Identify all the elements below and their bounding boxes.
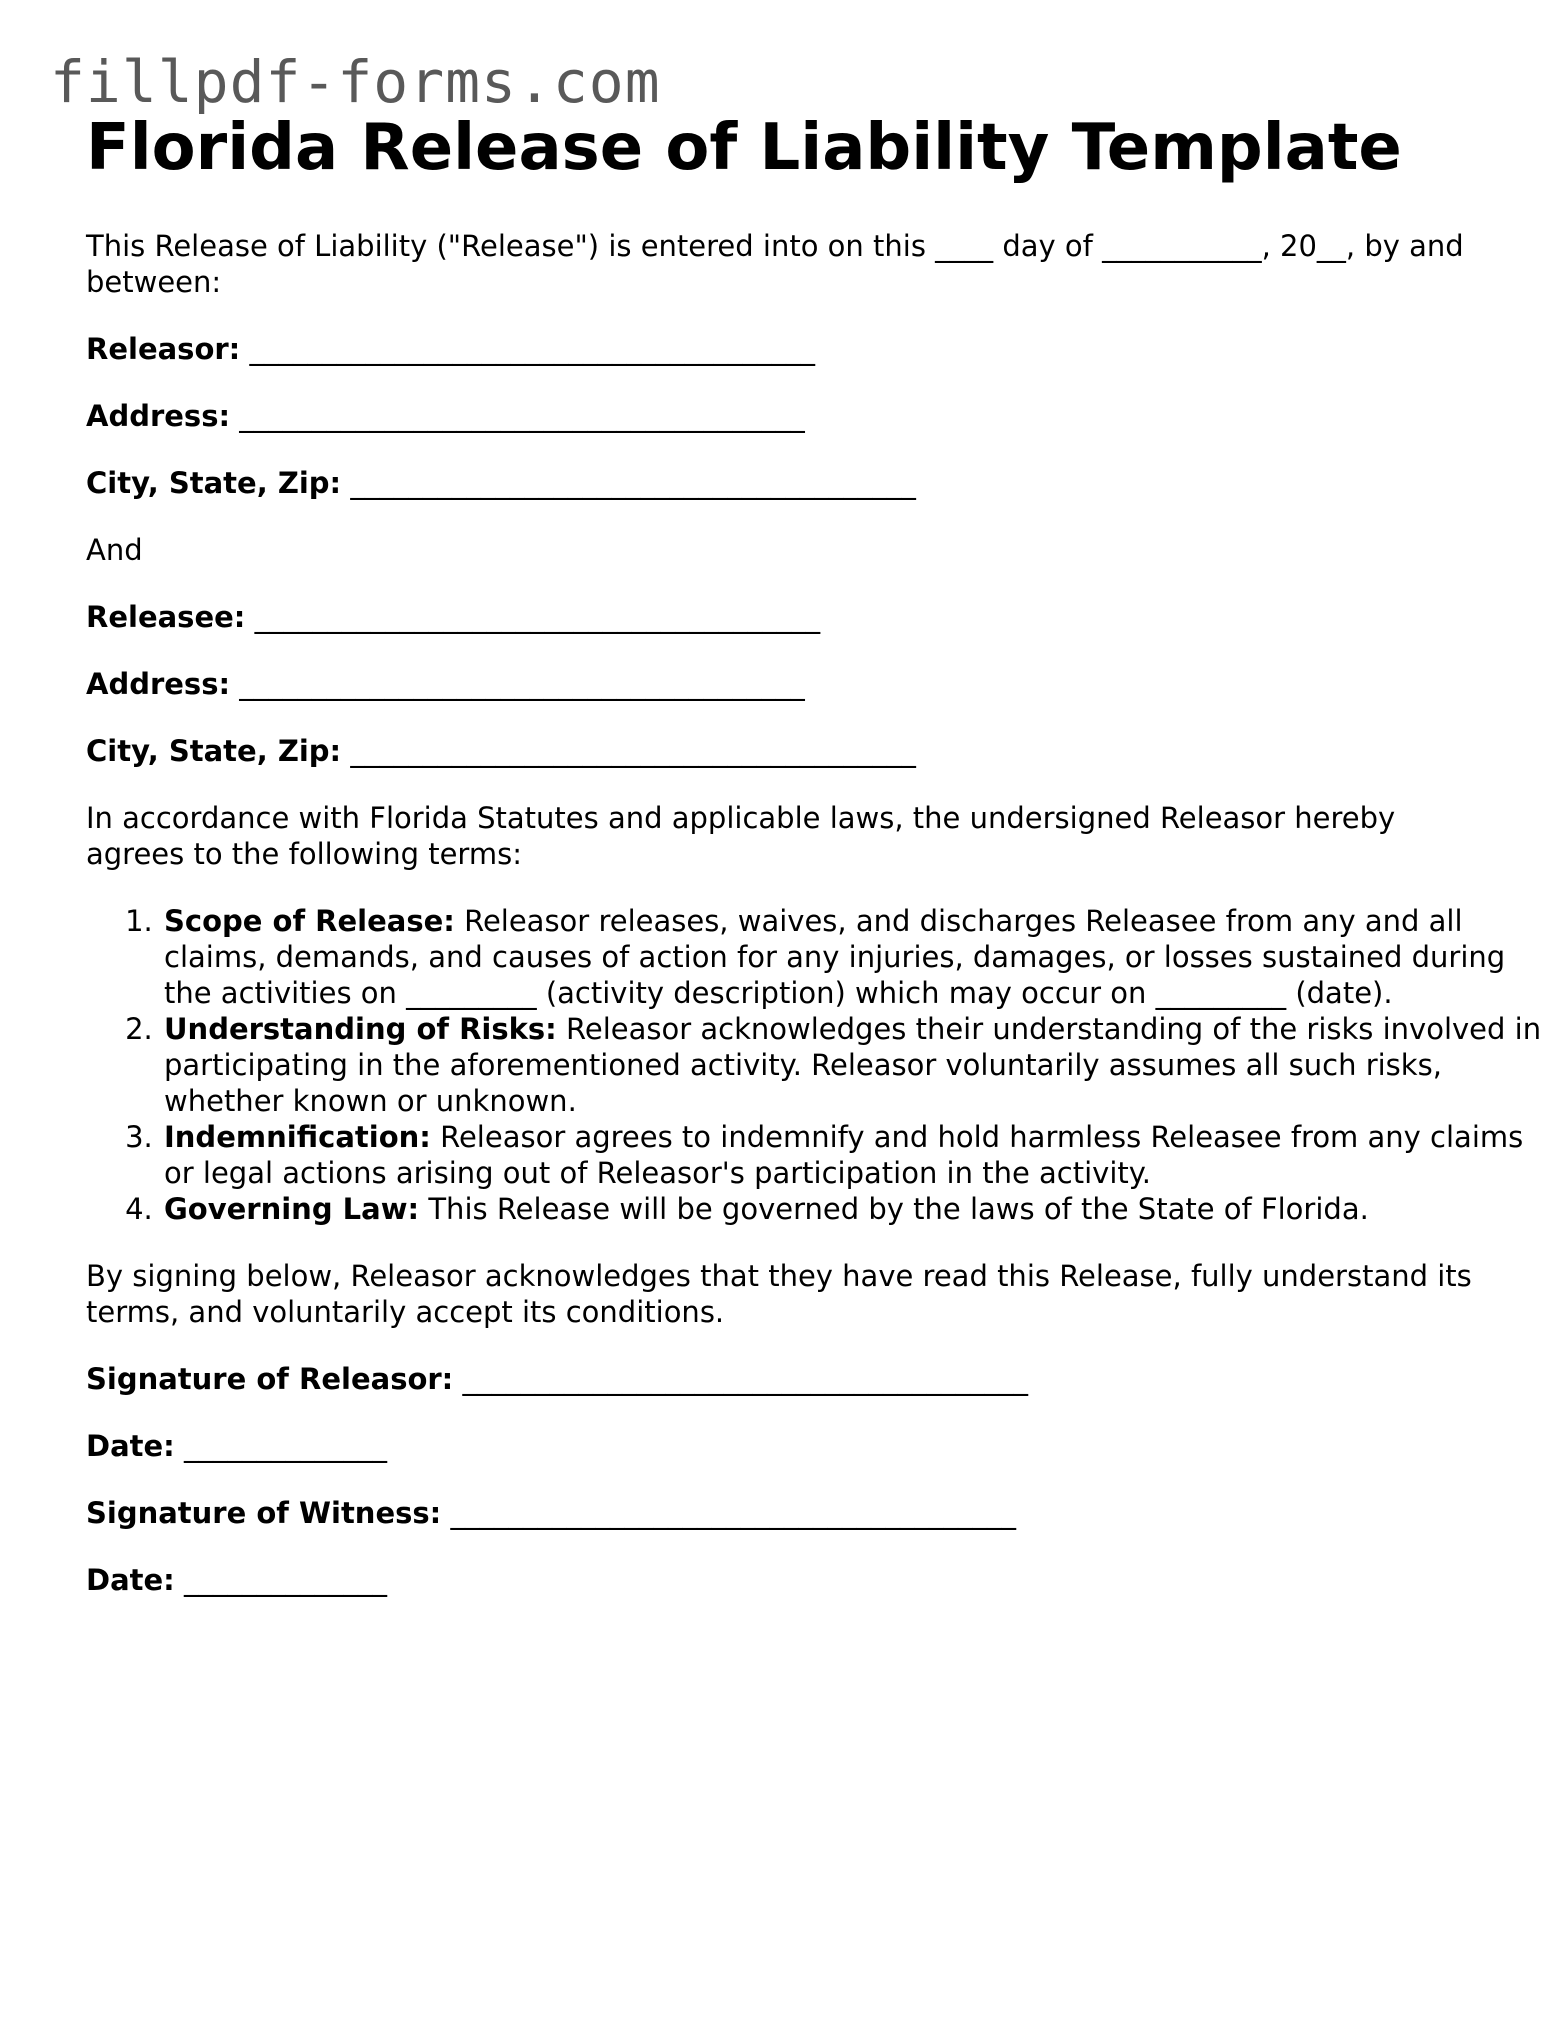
releasor-signature-label: Signature of Releasor: (86, 1362, 454, 1396)
terms-intro: In accordance with Florida Statutes and applicable laws, the undersigned Releasor hereby agrees to the following terms: (86, 801, 1396, 871)
releasor-signature-blank[interactable]: _______________________________________ (462, 1362, 1028, 1396)
releasor-date-blank[interactable]: ______________ (184, 1429, 387, 1463)
releasor-city-blank[interactable]: _______________________________________ (350, 466, 916, 500)
document-title: Florida Release of Liability Template (86, 111, 1402, 185)
releasor-signature-field[interactable] (86, 1361, 1486, 1397)
term-heading: Governing Law: (164, 1192, 420, 1226)
releasee-address-field[interactable] (86, 666, 1486, 702)
releasor-name-label: Releasor: (86, 332, 241, 366)
witness-date-field[interactable] (86, 1562, 1486, 1598)
closing-paragraph: By signing below, Releasor acknowledges that they have read this Release, fully understand its terms, and voluntarily accept its conditions. (86, 1259, 1472, 1329)
witness-signature-field[interactable] (86, 1495, 1486, 1531)
releasor-address-field[interactable] (86, 398, 1486, 434)
document-body (86, 110, 1542, 1598)
witness-date-label: Date: (86, 1563, 175, 1597)
releasor-address-label: Address: (86, 399, 231, 433)
watermark: fillpdf-forms.com (50, 48, 661, 116)
term-item (162, 1191, 1546, 1227)
releasee-name-field[interactable] (86, 599, 1486, 635)
term-text: This Release will be governed by the laws of the State of Florida. (419, 1192, 1369, 1226)
term-item (162, 903, 1546, 1011)
releasor-name-field[interactable] (86, 331, 1486, 367)
term-heading: Indemnification: (164, 1120, 431, 1154)
term-text: Releasor acknowledges their understanding of the risks involved in participating in the aforementioned activity. Releasor voluntarily assumes all such risks, whether known or unknown. (164, 1012, 1542, 1118)
term-heading: Understanding of Risks: (164, 1012, 557, 1046)
releasee-city-label: City, State, Zip: (86, 734, 342, 768)
term-item (162, 1011, 1546, 1119)
releasee-name-blank[interactable]: _______________________________________ (254, 600, 821, 634)
releasor-address-blank[interactable]: _______________________________________ (239, 399, 805, 433)
intro-paragraph: This Release of Liability ("Release") is entered into on this ____ day of ___________, 20__, by and between: (86, 229, 1464, 299)
terms-list (86, 903, 1546, 1227)
witness-date-blank[interactable]: ______________ (184, 1563, 387, 1597)
term-item (162, 1119, 1546, 1191)
and-text: And (86, 533, 143, 567)
releasee-address-label: Address: (86, 667, 231, 701)
releasee-name-label: Releasee: (86, 600, 246, 634)
releasor-city-label: City, State, Zip: (86, 466, 342, 500)
witness-signature-blank[interactable]: _______________________________________ (450, 1496, 1016, 1530)
term-text: Releasor releases, waives, and discharges Releasee from any and all claims, demands, and causes of action for any injuries, damages, or losses sustained during the activities on _________ (activity description) which may occur on _________ (date). (164, 904, 1506, 1010)
releasor-date-label: Date: (86, 1429, 175, 1463)
term-text: Releasor agrees to indemnify and hold harmless Releasee from any claims or legal actions arising out of Releasor's participation in the activity. (164, 1120, 1524, 1190)
witness-signature-label: Signature of Witness: (86, 1496, 442, 1530)
releasee-city-field[interactable] (86, 733, 1486, 769)
releasee-address-blank[interactable]: _______________________________________ (239, 667, 805, 701)
releasor-city-field[interactable] (86, 465, 1486, 501)
releasee-city-blank[interactable]: _______________________________________ (350, 734, 916, 768)
releasor-name-blank[interactable]: _______________________________________ (249, 332, 815, 366)
releasor-date-field[interactable] (86, 1428, 1486, 1464)
term-heading: Scope of Release: (164, 904, 455, 938)
